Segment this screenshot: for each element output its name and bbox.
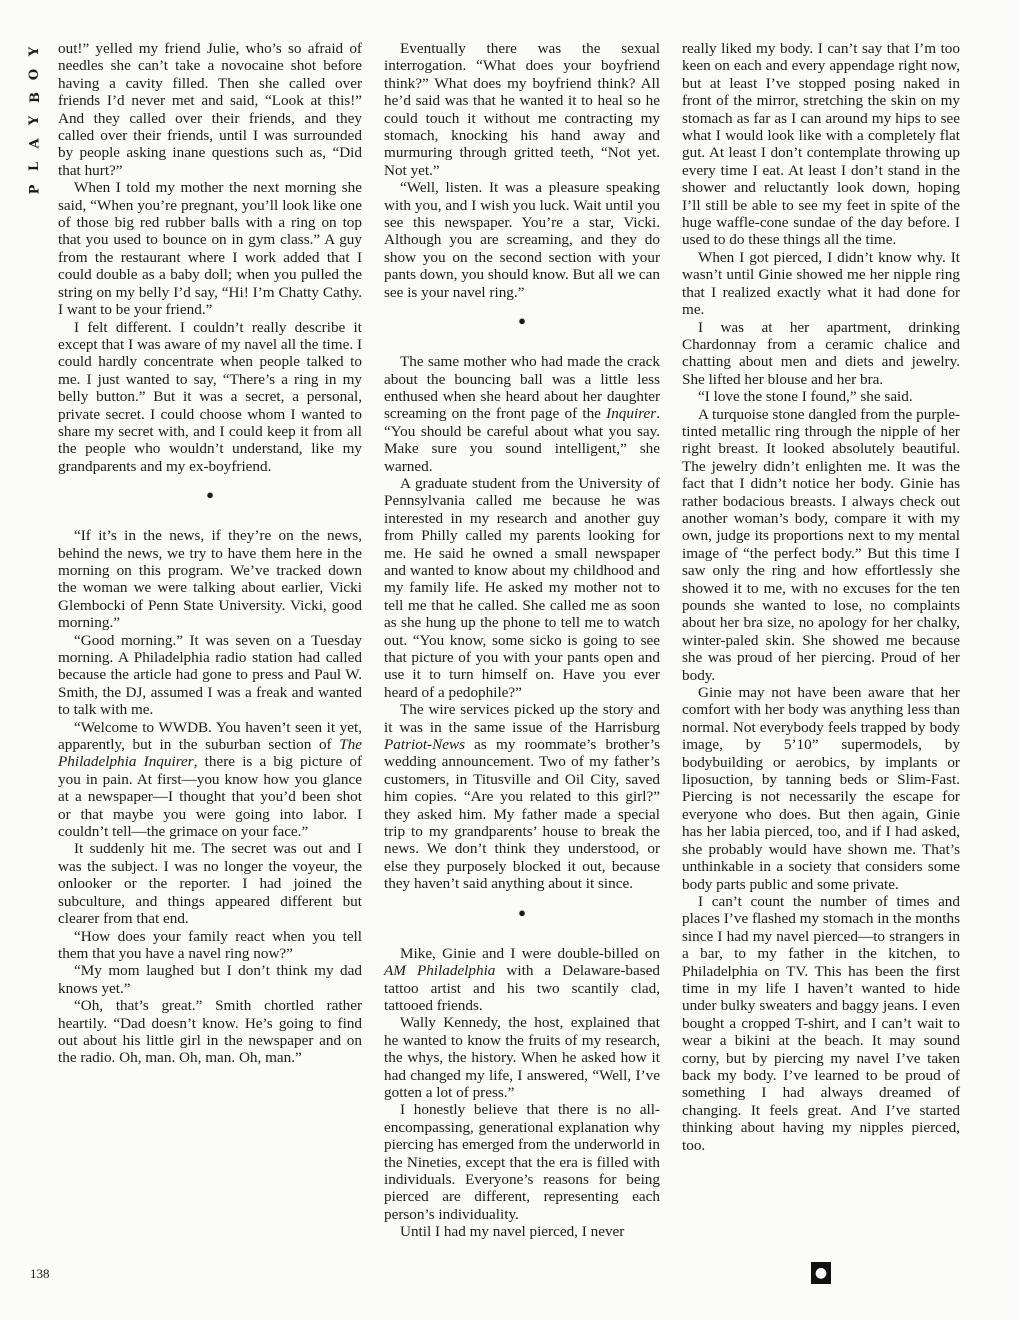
paragraph: I can’t count the number of times and places I’ve flashed my stomach in the months since I had my navel pierced—to strangers in a bar, to my father in the kitchen, to Philadelphia on TV. This has been the first time in my life I haven’t wanted to hide under bulky sweaters and baggy jeans. I even bought a cropped T-shirt, and I can’t wait to wear a bikini at the beach. It may sound corny, but by piercing my navel I’ve taken back my body. I’ve learned to be proud of something I had always dreamed of changing. It feels great. And I’ve started thinking about having my nipples pierced, too.: [682, 892, 960, 1154]
article-column-3: [682, 40, 960, 1154]
paragraph: A graduate student from the University of Pennsylvania called me because he was interested in my research and another guy from Philly called my parents looking for me. He said he owned a small newspaper and wanted to know about my childhood and my family life. He asked my mother not to tell me that he called. She called me as soon as she hung up the phone to tell me to watch out. “You know, some sicko is going to see that picture of you with your pants open and use it to turn himself on. Have you ever heard of a pedophile?”: [384, 474, 660, 701]
paragraph: Until I had my navel pierced, I never: [400, 1223, 625, 1241]
section-break-bullet: [384, 311, 660, 331]
text-run: The same mother who had made the crack about the bouncing ball was a little less enthused when she heard about her daughter screaming on the front page of the: [384, 353, 660, 423]
paragraph: When I told my mother the next morning she said, “When you’re pregnant, you’ll look like one of those big red rubber balls with a ring on top that you used to bounce on in gym class.” A guy from the restaurant where I work added that I could double as a baby doll; when you pulled the string on my belly I’d say, “Hi! I’m Chatty Cathy. I want to be your friend.”: [58, 179, 362, 319]
text-run: The wire services picked up the story and it was in the same issue of the Harrisburg: [384, 701, 660, 736]
text-run: , there is a big picture of you in pain. At first—you know how you glance at a newspaper—I thought that you’d been shot or that maybe you were going into labor. I couldn’t tell—the grimace on your face.”: [58, 753, 363, 841]
publication-title: The Philadelphia Inquirer: [58, 736, 362, 771]
paragraph: [384, 945, 660, 1015]
masthead-letter: A: [27, 138, 43, 149]
paragraph: “How does your family react when you tell them that you have a navel ring now?”: [58, 927, 362, 962]
paragraph: Eventually there was the sexual interrogation. “What does your boyfriend think?” What does my boyfriend think? All he’d said was that he wanted it to heal so he could touch it without me contracting my stomach, knocking his hand away and murmuring through gritted teeth, “Not yet. Not yet.”: [384, 40, 660, 179]
paragraph: It suddenly hit me. The secret was out and I was the subject. I was no longer the voyeur, the onlooker or the reporter. I had joined the subculture, and things appeared different but clearer from that end.: [58, 840, 362, 928]
text-run: as my roommate’s brother’s wedding announcement. Two of my father’s customers, in Titusville and Oil City, saved him copies. “Are you related to this girl?” they asked him. My father made a special trip to my grandparents’ house to break the news. We don’t think they understood, or else they purposely blocked it out, because they haven’t said anything about it since.: [384, 736, 660, 893]
paragraph: “I love the stone I found,” she said.: [698, 388, 913, 406]
paragraph: “If it’s in the news, if they’re on the news, behind the news, we try to have them here in the morning on this program. We’ve tracked down the woman we were talking about earlier, Vicki Glembocki of Penn State University. Vicki, good morning.”: [58, 527, 362, 632]
rabbit-head-icon: ●: [811, 1262, 831, 1284]
masthead-letter: B: [27, 92, 43, 103]
paragraph: Wally Kennedy, the host, explained that he wanted to know the fruits of my research, the whys, the history. When he asked how it had changed my life, I answered, “Well, I’ve gotten a lot of press.”: [384, 1014, 660, 1101]
masthead-letter: L: [27, 161, 43, 172]
show-title: AM Philadelphia: [384, 962, 496, 980]
masthead-letter: P: [27, 184, 43, 195]
text-run: Mike, Ginie and I were double-billed on: [400, 944, 660, 962]
paragraph: really liked my body. I can’t say that I’m too keen on each and every appendage right now, but at least I’ve stopped posing naked in front of the mirror, stretching the skin on my stomach as far as I can around my hips to see what I would look like with a completely flat gut. At least I don’t contemplate throwing up every time I eat. At least I don’t stand in the shower and reluctantly look down, hoping I’ll still be able to see my feet in spite of the huge waffle-cone sundae of the day before. I used to do these things all the time.: [682, 40, 960, 249]
section-break-bullet: [384, 903, 660, 923]
paragraph: out!” yelled my friend Julie, who’s so afraid of needles she can’t take a novocaine shot before having a cavity filled. Then she called over friends I’d never met and said, “Look at this!” And they called over their friends, and they called over their friends, until I was surrounded by people asking inane questions such as, “Did that hurt?”: [58, 40, 362, 179]
section-break-bullet: [58, 485, 362, 505]
paragraph: “Well, listen. It was a pleasure speaking with you, and I wish you luck. Wait until you see this newspaper. You’re a star, Vicki. Although you are screaming, and they do show you on the second section with your pants down, you should know. But all we can see is your navel ring.”: [384, 179, 660, 301]
article-column-2: [384, 40, 660, 1241]
masthead-letter: Y: [27, 115, 43, 126]
article-column-1: [58, 40, 362, 1067]
paragraph: [384, 701, 660, 892]
paragraph: A turquoise stone dangled from the purple-tinted metallic ring through the nipple of her right breast. It looked absolutely beautiful. The jewelry didn’t enlighten me. It was the fact that I didn’t notice her body. Ginie has rather bodacious breasts. I always check out another woman’s body, compare it with my own, judge its proportions next to my mental image of “the perfect body.” But this time I saw only the ring and how effortlessly she showed it to me, with no excuses for the ten pounds she wanted to lose, no complaints about her bra size, no apology for her chalky, winter-paled skin. She showed me because she was proud of her piercing. Proud of her body.: [682, 405, 960, 684]
paragraph: I honestly believe that there is no all-encompassing, generational explanation why piercing has emerged from the underworld in the Nineties, except that the era is filled with individuals. Everyone’s reasons for being pierced are different, representing each person’s individuality.: [384, 1101, 660, 1223]
paragraph: “Good morning.” It was seven on a Tuesday morning. A Philadelphia radio station had called because the article had gone to press and Paul W. Smith, the DJ, assumed I was a freak and wanted to talk with me.: [58, 631, 362, 719]
paragraph: [58, 719, 362, 841]
text-run: “Welcome to WWDB. You haven’t seen it yet, apparently, but in the suburban section of: [58, 718, 362, 754]
paragraph: I was at her apartment, drinking Chardonnay from a ceramic chalice and chatting about men and diets and jewelry. She lifted her blouse and her bra.: [682, 318, 960, 388]
masthead-letter: O: [27, 68, 43, 81]
magazine-masthead: [24, 40, 46, 201]
paragraph: “Oh, that’s great.” Smith chortled rather heartily. “Dad doesn’t know. He’s going to find out about his little girl in the newspaper and on the radio. Oh, man. Oh, man. Oh, man.”: [58, 997, 362, 1067]
text-run: . “You should be careful about what you say. Make sure you sound intelligent,” she warned.: [384, 405, 660, 475]
paragraph: When I got pierced, I didn’t know why. It wasn’t until Ginie showed me her nipple ring that I realized exactly what it had done for me.: [682, 248, 960, 319]
paragraph: [384, 353, 660, 475]
publication-title: Patriot-News: [384, 736, 466, 754]
publication-title: Inquirer: [606, 405, 657, 423]
paragraph: I felt different. I couldn’t really describe it except that I was aware of my navel all the time. I could hardly concentrate when people talked to me. I just wanted to say, “There’s a ring in my belly button.” But it was a secret, a personal, private secret. I could choose whom I wanted to share my secret with, and I could keep it from all the people who wouldn’t understand, like my grandparents and my ex-boyfriend.: [58, 318, 362, 475]
page-number: 138: [30, 1266, 50, 1281]
text-run: with a Delaware-based tattoo artist and his two scantily clad, tattooed friends.: [384, 962, 660, 1014]
paragraph: Ginie may not have been aware that her comfort with her body was anything less than normal. Not everybody feels trapped by body image, by 5’10” supermodels, by bodybuilding or aerobics, by implants or liposuction, by tanning beds or Slim-Fast. Piercing is not necessarily the escape for everyone who does. But then again, Ginie has her labia pierced, too, and if I had asked, she probably would have shown me. That’s unthinkable in a society that considers some body parts public and some private.: [682, 684, 960, 893]
paragraph: “My mom laughed but I don’t think my dad knows yet.”: [58, 962, 362, 997]
masthead-letter: Y: [27, 46, 43, 57]
